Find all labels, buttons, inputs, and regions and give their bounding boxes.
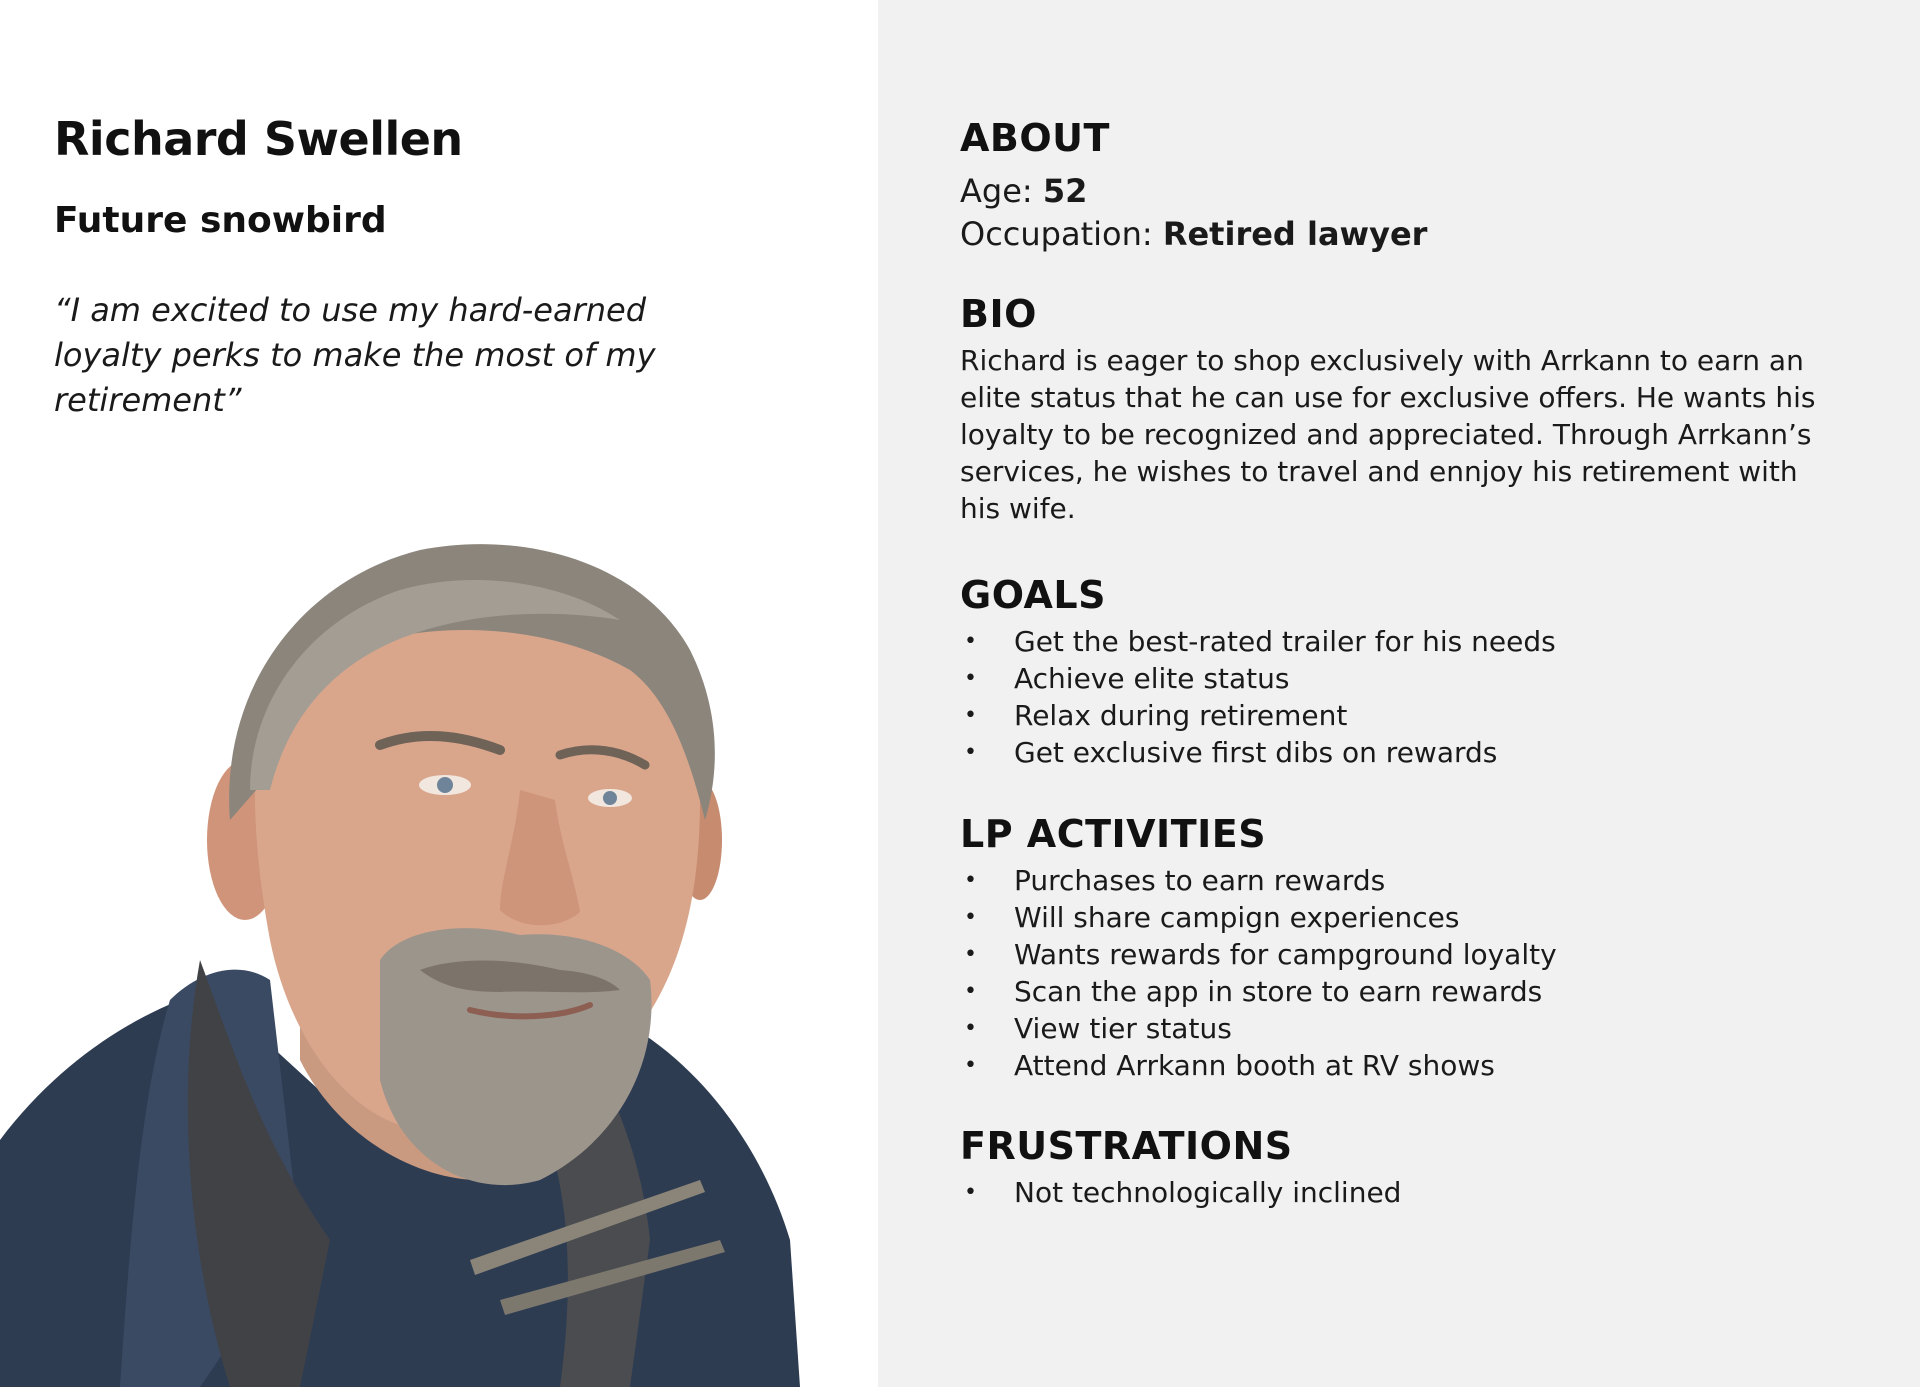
goal-text: Achieve elite status [1014, 662, 1290, 695]
age-label: Age: [960, 172, 1043, 210]
details-panel [878, 0, 1920, 1387]
bullet-icon: • [964, 629, 977, 654]
frustrations-heading: FRUSTRATIONS [960, 1124, 1293, 1168]
persona-quote: “I am excited to use my hard-earned loyalty perks to make the most of my retirement” [54, 291, 656, 419]
activity-text: Purchases to earn rewards [1014, 864, 1386, 897]
persona-portrait [0, 540, 878, 1387]
goal-text: Relax during retirement [1014, 699, 1348, 732]
list-item [960, 1010, 1880, 1047]
frustrations-list [960, 1174, 1880, 1211]
bullet-icon: • [964, 703, 977, 728]
list-item [960, 899, 1880, 936]
lp-activities-section [960, 812, 1880, 1084]
age-line [960, 170, 1880, 213]
frustrations-section [960, 1124, 1880, 1211]
activity-text: Wants rewards for campground loyalty [1014, 938, 1557, 971]
list-item [960, 734, 1880, 771]
bullet-icon: • [964, 666, 977, 691]
goal-text: Get the best-rated trailer for his needs [1014, 625, 1556, 658]
occupation-value: Retired lawyer [1162, 215, 1428, 253]
list-item [960, 1047, 1880, 1084]
lp-activities-list [960, 862, 1880, 1084]
goals-section [960, 573, 1880, 771]
bullet-icon: • [964, 1180, 977, 1205]
occupation-label: Occupation: [960, 215, 1163, 253]
about-heading: ABOUT [960, 116, 1110, 160]
bullet-icon: • [964, 979, 977, 1004]
bio-text: Richard is eager to shop exclusively with Arrkann to earn an elite status that he can use for exclusive offers. He wants his loyalty to be recognized and appreciated. Through Arrkann’s services, he wishes to travel and ennjoy his retirement with his wife. [960, 344, 1816, 525]
activity-text: Attend Arrkann booth at RV shows [1014, 1049, 1495, 1082]
lp-activities-heading: LP ACTIVITIES [960, 812, 1267, 856]
age-value: 52 [1042, 172, 1088, 210]
frustration-text: Not technologically inclined [1014, 1176, 1402, 1209]
bullet-icon: • [964, 740, 977, 765]
goal-text: Get exclusive first dibs on rewards [1014, 736, 1498, 769]
bullet-icon: • [964, 1016, 977, 1041]
list-item [960, 862, 1880, 899]
occupation-line [960, 213, 1880, 256]
list-item [960, 973, 1880, 1010]
activity-text: Will share campign experiences [1014, 901, 1460, 934]
bullet-icon: • [964, 942, 977, 967]
bio-section [960, 292, 1880, 527]
activity-text: Scan the app in store to earn rewards [1014, 975, 1543, 1008]
about-section [960, 116, 1880, 256]
list-item [960, 660, 1880, 697]
persona-panel [0, 0, 878, 1387]
bullet-icon: • [964, 905, 977, 930]
list-item [960, 697, 1880, 734]
list-item [960, 1174, 1880, 1211]
goals-list [960, 623, 1880, 771]
persona-name: Richard Swellen [54, 112, 463, 166]
persona-subtitle: Future snowbird [54, 200, 387, 241]
bullet-icon: • [964, 1053, 977, 1078]
list-item [960, 936, 1880, 973]
list-item [960, 623, 1880, 660]
activity-text: View tier status [1014, 1012, 1232, 1045]
bullet-icon: • [964, 868, 977, 893]
bio-heading: BIO [960, 292, 1037, 336]
goals-heading: GOALS [960, 573, 1106, 617]
